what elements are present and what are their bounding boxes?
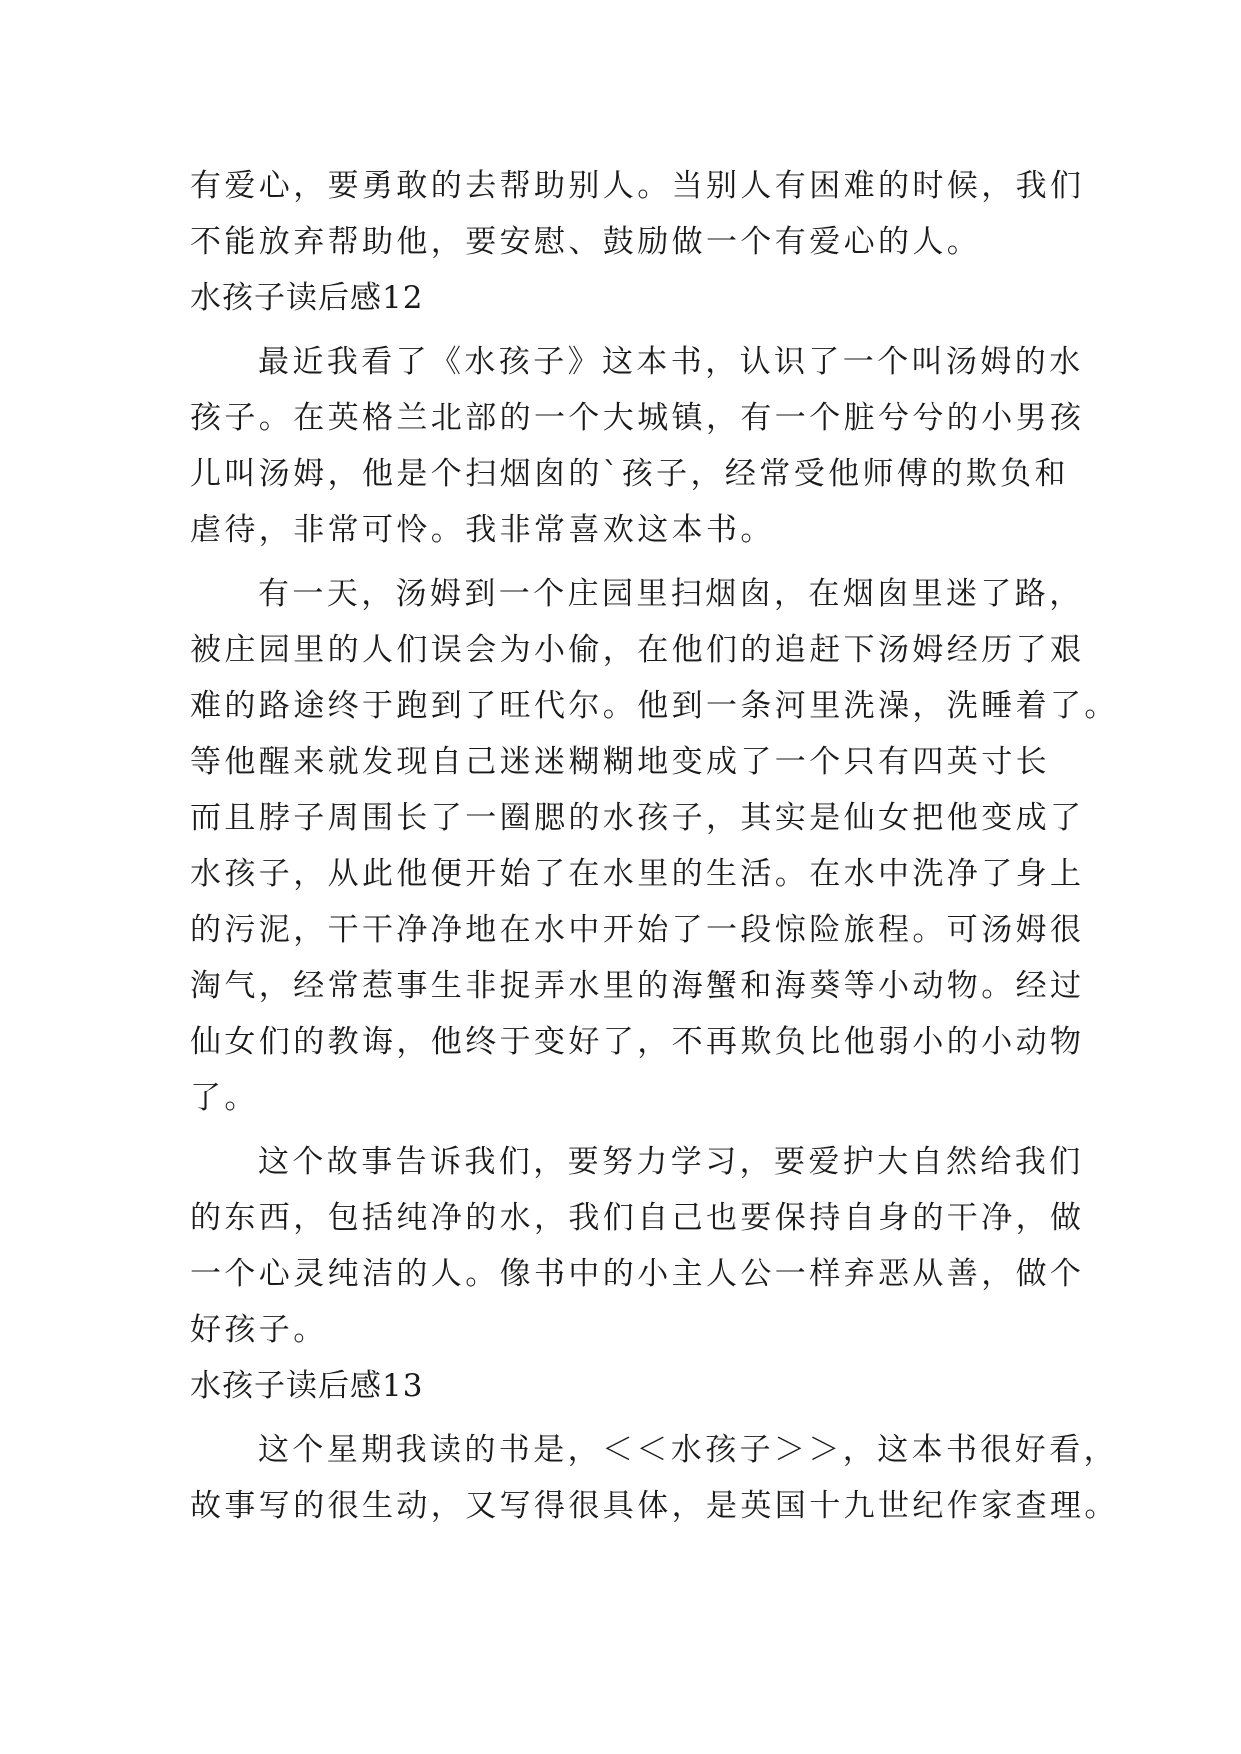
paragraph xyxy=(190,158,1085,270)
text-line: 故事写的很生动，又写得很具体，是英国十九世纪作家查理。 xyxy=(190,1488,1119,1524)
text-line: 了。 xyxy=(190,1080,259,1116)
text-line: 一个心灵纯洁的人。像书中的小主人公一样弃恶从善，做个 xyxy=(190,1256,1085,1292)
text-line: 的东西，包括纯净的水，我们自己也要保持自身的干净，做 xyxy=(190,1200,1085,1236)
paragraph xyxy=(190,334,1085,558)
text-line: 不能放弃帮助他，要安慰、鼓励做一个有爱心的人。 xyxy=(190,224,982,260)
paragraph xyxy=(190,566,1119,1126)
text-line: 被庄园里的人们误会为小偷，在他们的追赶下汤姆经历了艰 xyxy=(190,632,1085,668)
text-line: 儿叫汤姆，他是个扫烟囱的`孩子，经常受他师傅的欺负和 xyxy=(190,456,1069,492)
text-line: 好孩子。 xyxy=(190,1312,328,1348)
text-line: 仙女们的教诲，他终于变好了，不再欺负比他弱小的小动物 xyxy=(190,1024,1085,1060)
section-heading xyxy=(190,270,1060,326)
text-line: 水孩子，从此他便开始了在水里的生活。在水中洗净了身上 xyxy=(190,856,1085,892)
document-page xyxy=(190,158,1119,1534)
text-line: 淘气，经常惹事生非捉弄水里的海蟹和海葵等小动物。经过 xyxy=(190,968,1085,1004)
section-heading xyxy=(190,1358,1060,1414)
text-line: 最近我看了《水孩子》这本书，认识了一个叫汤姆的水 xyxy=(258,344,1084,380)
heading-text: 水孩子读后感13 xyxy=(190,1368,424,1404)
text-line: 难的路途终于跑到了旺代尔。他到一条河里洗澡，洗睡着了。 xyxy=(190,688,1119,724)
paragraph xyxy=(190,1134,1085,1358)
heading-text: 水孩子读后感12 xyxy=(190,280,424,316)
text-line: 的污泥，干干净净地在水中开始了一段惊险旅程。可汤姆很 xyxy=(190,912,1085,948)
text-line: 孩子。在英格兰北部的一个大城镇，有一个脏兮兮的小男孩 xyxy=(190,400,1085,436)
text-line: 有爱心，要勇敢的去帮助别人。当别人有困难的时候，我们 xyxy=(190,168,1085,204)
text-line: 虐待，非常可怜。我非常喜欢这本书。 xyxy=(190,512,775,548)
text-line: 这个星期我读的书是，＜＜水孩子＞＞，这本书很好看， xyxy=(258,1432,1118,1468)
text-line: 等他醒来就发现自己迷迷糊糊地变成了一个只有四英寸长 xyxy=(190,744,1050,780)
text-line: 而且脖子周围长了一圈腮的水孩子，其实是仙女把他变成了 xyxy=(190,800,1085,836)
text-line: 这个故事告诉我们，要努力学习，要爱护大自然给我们 xyxy=(258,1144,1084,1180)
paragraph xyxy=(190,1422,1119,1534)
text-line: 有一天，汤姆到一个庄园里扫烟囱，在烟囱里迷了路， xyxy=(258,576,1084,612)
